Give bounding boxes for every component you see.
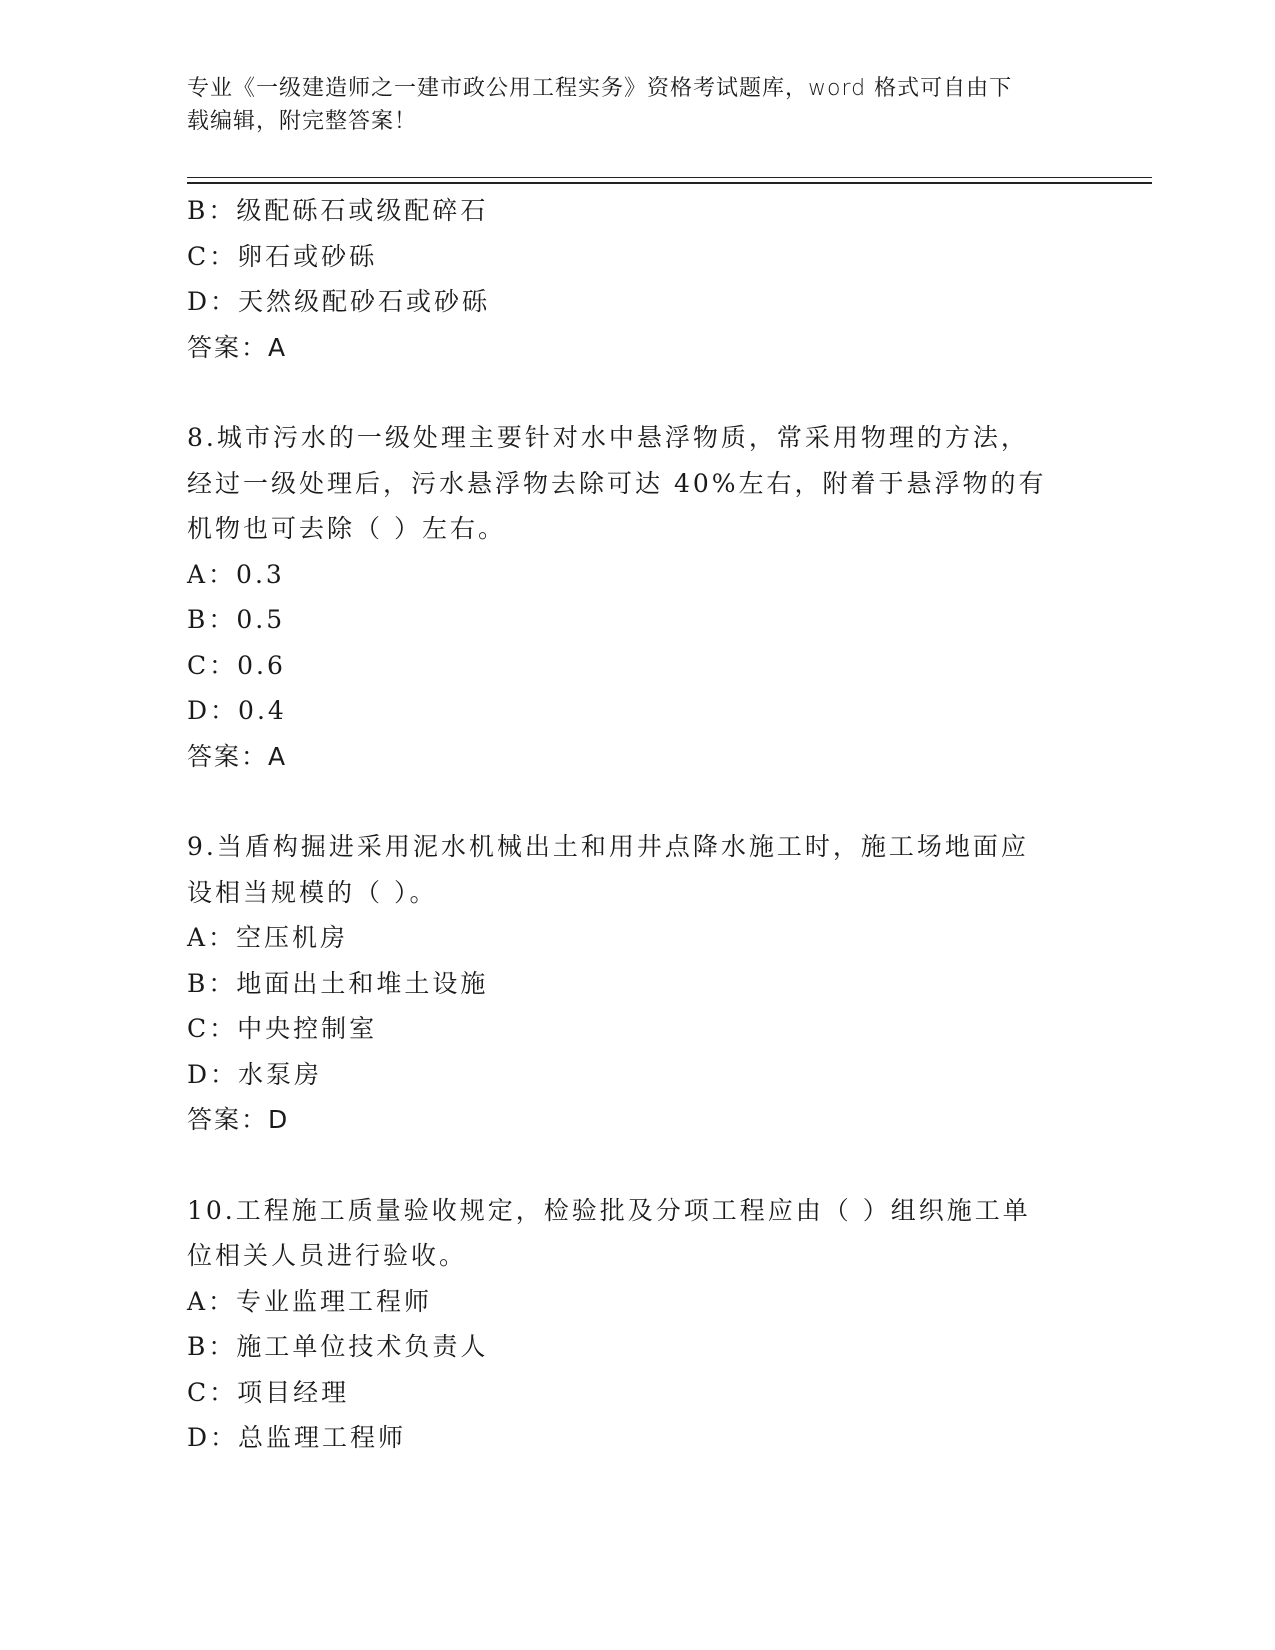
spacer xyxy=(187,1143,1087,1188)
header-line-2: 载编辑，附完整答案！ xyxy=(187,109,418,134)
question-7-tail xyxy=(187,188,1087,370)
option-d: D：天然级配砂石或砂砾 xyxy=(187,287,491,316)
option-a: A：0.3 xyxy=(187,559,285,589)
question-8 xyxy=(187,415,1087,779)
option-d: D：总监理工程师 xyxy=(187,1423,407,1452)
answer-line: 答案：D xyxy=(187,1105,290,1134)
question-stem-line: 设相当规模的（ ）。 xyxy=(187,877,438,907)
question-10 xyxy=(187,1188,1087,1461)
question-9 xyxy=(187,824,1087,1143)
question-stem-line: 10.工程施工质量验收规定，检验批及分项工程应由（ ）组织施工单 xyxy=(187,1195,1031,1225)
option-b: B：0.5 xyxy=(187,605,286,634)
question-stem-line: 经过一级处理后，污水悬浮物去除可达 40%左右，附着于悬浮物的有 xyxy=(187,468,1047,498)
option-a: A：专业监理工程师 xyxy=(187,1286,433,1316)
question-stem-line: 机物也可去除（ ）左右。 xyxy=(187,514,506,543)
option-b: B：地面出土和堆土设施 xyxy=(187,968,489,998)
option-d: D：水泵房 xyxy=(187,1059,323,1089)
option-c: C：项目经理 xyxy=(187,1377,350,1407)
question-content xyxy=(187,188,1087,1461)
option-a: A：空压机房 xyxy=(187,923,349,952)
option-b: B：级配砾石或级配碎石 xyxy=(187,196,489,225)
page-header xyxy=(187,72,1067,138)
option-c: C：0.6 xyxy=(187,650,286,680)
question-stem-line: 8.城市污水的一级处理主要针对水中悬浮物质，常采用物理的方法， xyxy=(187,423,1029,452)
question-stem-line: 位相关人员进行验收。 xyxy=(187,1241,468,1270)
header-divider-thick xyxy=(187,182,1152,184)
answer-line: 答案：A xyxy=(187,741,288,771)
header-divider-thin xyxy=(187,177,1152,178)
answer-line: 答案：A xyxy=(187,332,288,362)
option-b: B：施工单位技术负责人 xyxy=(187,1332,489,1361)
option-d: D：0.4 xyxy=(187,696,287,725)
option-c: C：卵石或砂砾 xyxy=(187,241,378,271)
spacer xyxy=(187,779,1087,824)
question-stem-line: 9.当盾构掘进采用泥水机械出土和用井点降水施工时，施工场地面应 xyxy=(187,832,1029,861)
spacer xyxy=(187,370,1087,415)
option-c: C：中央控制室 xyxy=(187,1014,378,1043)
header-line-1: 专业《一级建造师之一建市政公用工程实务》资格考试题库，word 格式可自由下 xyxy=(187,76,1013,101)
